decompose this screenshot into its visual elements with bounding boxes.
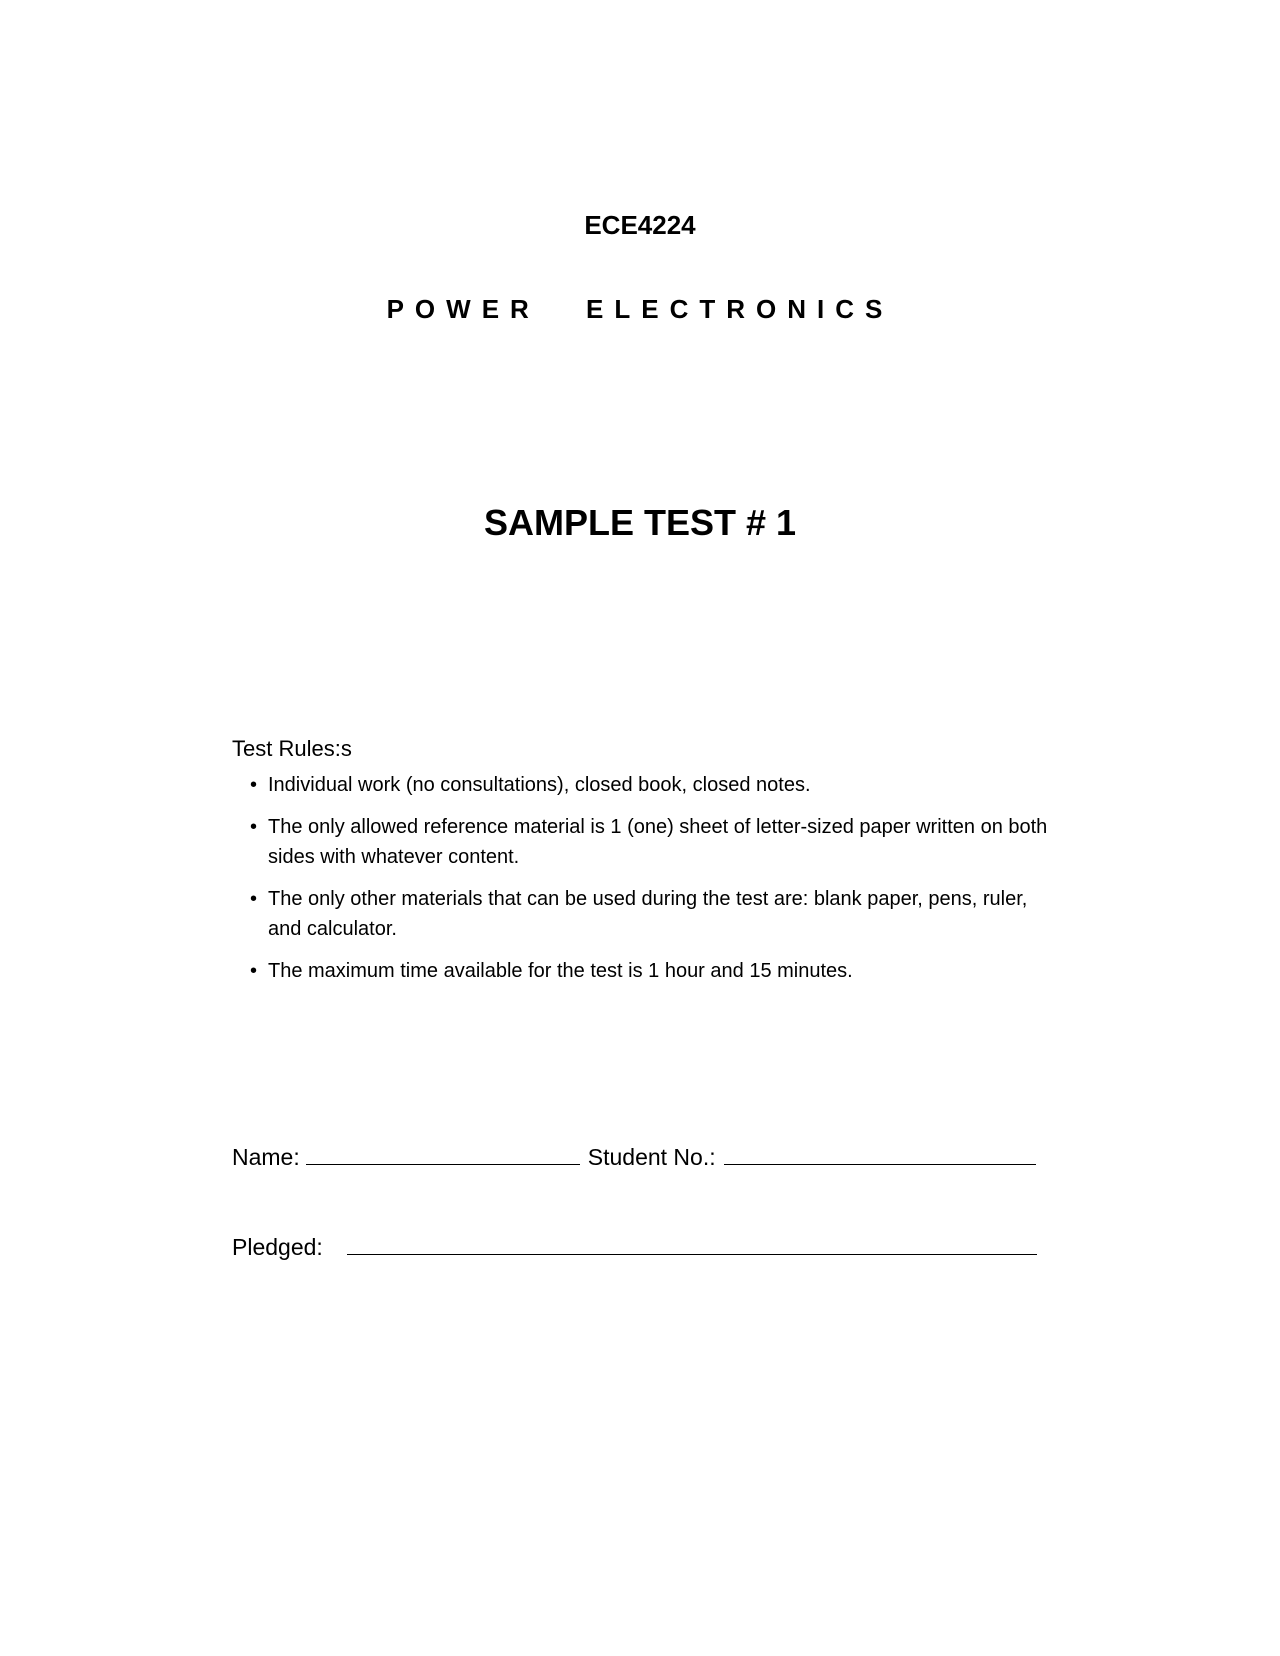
bullet-icon: • bbox=[250, 960, 258, 982]
rule-item bbox=[232, 770, 1062, 800]
name-student-row bbox=[232, 1142, 1036, 1171]
rule-text: The only allowed reference material is 1 (one) sheet of letter-sized paper written on both sides with whatever content. bbox=[268, 816, 1048, 868]
rule-text: The maximum time available for the test is 1 hour and 15 minutes. bbox=[268, 960, 853, 982]
bullet-icon: • bbox=[250, 816, 258, 838]
course-code: ECE4224 bbox=[584, 210, 696, 240]
course-name: POWER ELECTRONICS bbox=[386, 294, 894, 324]
rule-item bbox=[232, 812, 1062, 872]
pledge-row bbox=[232, 1232, 1037, 1261]
pledged-label: Pledged: bbox=[232, 1234, 323, 1260]
pledge-signature-field[interactable] bbox=[347, 1232, 1037, 1255]
rule-text: The only other materials that can be used during the test are: blank paper, pens, ruler, and calculator. bbox=[268, 888, 1028, 940]
test-rules-section bbox=[232, 736, 1062, 998]
name-field[interactable] bbox=[306, 1142, 580, 1165]
rule-item bbox=[232, 956, 1062, 986]
rules-list bbox=[232, 770, 1062, 986]
student-no-label: Student No.: bbox=[587, 1144, 716, 1170]
rules-heading: Test Rules:s bbox=[232, 736, 352, 761]
student-no-field[interactable] bbox=[724, 1142, 1036, 1165]
bullet-icon: • bbox=[250, 774, 258, 796]
bullet-icon: • bbox=[250, 888, 258, 910]
rule-text: Individual work (no consultations), closed book, closed notes. bbox=[268, 774, 811, 796]
name-label: Name: bbox=[232, 1144, 300, 1170]
test-title: SAMPLE TEST # 1 bbox=[483, 502, 797, 543]
rule-item bbox=[232, 884, 1062, 944]
